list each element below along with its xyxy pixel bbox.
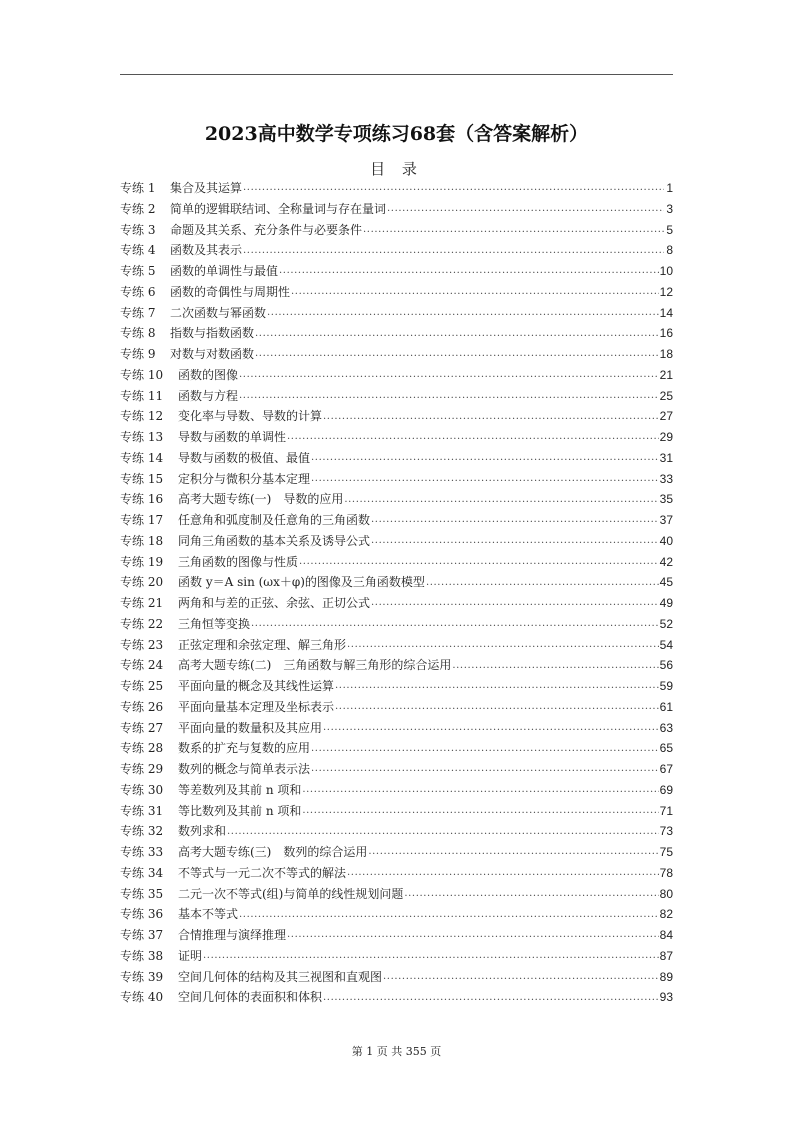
toc-entry-page: 8 bbox=[666, 243, 673, 258]
toc-entry[interactable] bbox=[120, 676, 673, 697]
toc-entry[interactable] bbox=[120, 904, 673, 925]
toc-leader-dots bbox=[344, 490, 658, 510]
toc-entry-page: 84 bbox=[659, 928, 673, 942]
toc-entry-page: 42 bbox=[659, 554, 673, 569]
toc-entry-page: 21 bbox=[659, 367, 673, 382]
toc-entry[interactable] bbox=[120, 718, 673, 739]
toc-leader-dots bbox=[368, 842, 658, 862]
toc-entry-page: 45 bbox=[659, 575, 673, 590]
toc-entry-title: 二元一次不等式(组)与简单的线性规划问题 bbox=[178, 886, 404, 901]
toc-entry[interactable] bbox=[120, 925, 673, 946]
toc-entry-page: 40 bbox=[659, 533, 673, 548]
toc-entry-title: 空间几何体的结构及其三视图和直观图 bbox=[178, 969, 383, 984]
toc-leader-dots bbox=[387, 199, 664, 219]
toc-entry-title: 变化率与导数、导数的计算 bbox=[178, 409, 323, 424]
toc-leader-dots bbox=[323, 988, 659, 1008]
toc-entry-number: 专练 35 bbox=[120, 886, 164, 901]
toc-entry-title: 命题及其关系、充分条件与必要条件 bbox=[170, 222, 363, 237]
toc-entry-page: 31 bbox=[659, 450, 673, 465]
toc-entry-title: 三角恒等变换 bbox=[178, 616, 251, 631]
toc-leader-dots bbox=[383, 967, 659, 987]
toc-entry-page: 5 bbox=[666, 222, 673, 237]
toc-entry-number: 专练 38 bbox=[120, 948, 164, 963]
toc-leader-dots bbox=[299, 552, 659, 572]
toc-leader-dots bbox=[239, 905, 659, 925]
toc-heading: 目 录 bbox=[370, 160, 423, 178]
toc-entry-number: 专练 6 bbox=[120, 284, 156, 299]
toc-entry-page: 25 bbox=[659, 388, 673, 403]
toc-entry-title: 函数的奇偶性与周期性 bbox=[170, 284, 291, 299]
toc-leader-dots bbox=[255, 344, 659, 364]
toc-entry-title: 指数与指数函数 bbox=[170, 326, 255, 341]
toc-leader-dots bbox=[267, 303, 659, 323]
toc-entry-number: 专练 11 bbox=[120, 388, 164, 403]
toc-entry[interactable] bbox=[120, 946, 673, 967]
toc-entry-number: 专练 16 bbox=[120, 492, 164, 507]
toc-entry-title: 等差数列及其前 n 项和 bbox=[178, 782, 302, 797]
toc-entry-title: 任意角和弧度制及任意角的三角函数 bbox=[178, 513, 371, 527]
toc-entry-number: 专练 39 bbox=[120, 969, 164, 984]
toc-entry-page: 73 bbox=[659, 824, 673, 839]
page-footer: 第 1 页 共 355 页 bbox=[351, 1045, 442, 1058]
toc-entry-page: 49 bbox=[659, 596, 673, 610]
toc-entry-title: 数列的概念与简单表示法 bbox=[178, 762, 311, 776]
toc-leader-dots bbox=[404, 884, 658, 904]
toc-leader-dots bbox=[287, 427, 659, 447]
toc-entry[interactable] bbox=[120, 448, 673, 469]
toc-entry-number: 专练 4 bbox=[120, 243, 156, 258]
toc-entry-number: 专练 1 bbox=[120, 181, 156, 195]
toc-entry-page: 27 bbox=[659, 409, 673, 424]
toc-entry-page: 12 bbox=[659, 284, 673, 299]
toc-entry-title: 平面向量基本定理及坐标表示 bbox=[178, 699, 335, 714]
toc-entry-number: 专练 7 bbox=[120, 305, 156, 320]
toc-entry-title: 简单的逻辑联结词、全称量词与存在量词 bbox=[170, 201, 387, 216]
toc-entry[interactable] bbox=[120, 427, 673, 448]
toc-entry[interactable] bbox=[120, 842, 673, 863]
toc-entry-title: 合情推理与演绎推理 bbox=[178, 928, 287, 942]
toc-entry-number: 专练 20 bbox=[120, 575, 164, 590]
toc-entry-page: 16 bbox=[659, 326, 673, 341]
toc-leader-dots bbox=[323, 718, 659, 738]
toc-entry-number: 专练 27 bbox=[120, 720, 164, 735]
toc-leader-dots bbox=[227, 822, 659, 842]
toc-entry[interactable] bbox=[120, 863, 673, 884]
toc-entry-title: 高考大题专练(三) 数列的综合运用 bbox=[178, 845, 368, 859]
toc-entry-page: 3 bbox=[666, 201, 673, 216]
toc-entry[interactable] bbox=[120, 531, 673, 552]
toc-leader-dots bbox=[311, 448, 659, 468]
toc-entry-number: 专练 26 bbox=[120, 699, 164, 714]
toc-entry-number: 专练 32 bbox=[120, 824, 164, 839]
toc-leader-dots bbox=[363, 220, 664, 240]
toc-leader-dots bbox=[243, 241, 664, 261]
toc-entry[interactable] bbox=[120, 365, 673, 386]
toc-entry-page: 75 bbox=[659, 845, 673, 859]
toc-entry-page: 82 bbox=[659, 907, 673, 922]
toc-entry-title: 二次函数与幂函数 bbox=[170, 305, 267, 320]
toc-entry-page: 61 bbox=[659, 699, 673, 714]
toc-leader-dots bbox=[291, 282, 659, 302]
toc-leader-dots bbox=[243, 178, 664, 198]
toc-entry-number: 专练 10 bbox=[120, 367, 164, 382]
toc-entry[interactable] bbox=[120, 178, 673, 199]
toc-entry-number: 专练 24 bbox=[120, 658, 164, 673]
toc-entry-number: 专练 2 bbox=[120, 201, 156, 216]
toc-leader-dots bbox=[426, 573, 659, 593]
toc-leader-dots bbox=[371, 531, 659, 551]
toc-entry-title: 函数 y＝A sin (ωx＋φ)的图像及三角函数模型 bbox=[178, 575, 425, 590]
toc-leader-dots bbox=[452, 656, 658, 676]
toc-entry-number: 专练 8 bbox=[120, 326, 156, 341]
toc-entry-title: 不等式与一元二次不等式的解法 bbox=[178, 865, 347, 880]
toc-leader-dots bbox=[279, 261, 659, 281]
toc-entry-page: 37 bbox=[659, 513, 673, 527]
toc-entry-number: 专练 15 bbox=[120, 471, 164, 486]
toc-entry-page: 56 bbox=[659, 658, 673, 673]
toc-entry-title: 高考大题专练(二) 三角函数与解三角形的综合运用 bbox=[178, 658, 452, 673]
toc-entry[interactable] bbox=[120, 738, 673, 759]
toc-entry-title: 正弦定理和余弦定理、解三角形 bbox=[178, 637, 347, 652]
toc-entry[interactable] bbox=[120, 220, 673, 241]
toc-entry-title: 基本不等式 bbox=[178, 907, 239, 922]
toc-leader-dots bbox=[203, 946, 659, 966]
toc-entry-number: 专练 14 bbox=[120, 450, 164, 465]
toc-entry-title: 平面向量的数量积及其应用 bbox=[178, 720, 323, 735]
toc-entry-number: 专练 33 bbox=[120, 845, 164, 859]
toc-entry-title: 导数与函数的单调性 bbox=[178, 430, 287, 444]
toc-entry[interactable] bbox=[120, 593, 673, 614]
toc-entry-number: 专练 25 bbox=[120, 679, 164, 693]
toc-entry[interactable] bbox=[120, 697, 673, 718]
toc-leader-dots bbox=[347, 863, 659, 883]
toc-leader-dots bbox=[311, 469, 659, 489]
toc-entry[interactable] bbox=[120, 303, 673, 324]
toc-entry-page: 10 bbox=[659, 264, 673, 278]
toc-entry[interactable] bbox=[120, 261, 673, 282]
toc-entry-page: 33 bbox=[659, 471, 673, 486]
toc-entry-title: 函数的图像 bbox=[178, 367, 239, 382]
toc-leader-dots bbox=[302, 780, 658, 800]
toc-entry-number: 专练 13 bbox=[120, 430, 164, 444]
toc-entry-page: 78 bbox=[659, 865, 673, 880]
toc-entry[interactable] bbox=[120, 469, 673, 490]
toc-entry[interactable] bbox=[120, 240, 673, 261]
toc-entry[interactable] bbox=[120, 572, 673, 593]
toc-entry-title: 同角三角函数的基本关系及诱导公式 bbox=[178, 533, 371, 548]
toc-entry-number: 专练 40 bbox=[120, 990, 164, 1005]
header-rule bbox=[120, 74, 673, 75]
toc-entry-title: 证明 bbox=[178, 948, 203, 963]
toc-leader-dots bbox=[302, 801, 658, 821]
toc-entry-page: 18 bbox=[659, 347, 673, 361]
toc-entry-title: 导数与函数的极值、最值 bbox=[178, 450, 311, 465]
toc-entry-number: 专练 36 bbox=[120, 907, 164, 922]
table-of-contents bbox=[120, 178, 673, 1008]
toc-entry[interactable] bbox=[120, 821, 673, 842]
toc-entry-page: 1 bbox=[666, 181, 673, 195]
toc-entry[interactable] bbox=[120, 884, 673, 905]
toc-entry-number: 专练 5 bbox=[120, 264, 156, 278]
toc-entry-number: 专练 17 bbox=[120, 513, 164, 527]
toc-entry-page: 14 bbox=[659, 305, 673, 320]
toc-entry-title: 函数的单调性与最值 bbox=[170, 264, 279, 278]
toc-entry-number: 专练 21 bbox=[120, 596, 164, 610]
toc-entry-page: 89 bbox=[659, 969, 673, 984]
toc-entry-page: 69 bbox=[659, 782, 673, 797]
toc-entry-page: 35 bbox=[659, 492, 673, 507]
toc-entry-page: 63 bbox=[659, 720, 673, 735]
toc-leader-dots bbox=[371, 593, 659, 613]
toc-entry-page: 59 bbox=[659, 679, 673, 693]
toc-entry-number: 专练 3 bbox=[120, 222, 156, 237]
toc-entry[interactable] bbox=[120, 780, 673, 801]
toc-entry-title: 等比数列及其前 n 项和 bbox=[178, 803, 302, 818]
toc-entry-title: 函数及其表示 bbox=[170, 243, 243, 258]
toc-entry[interactable] bbox=[120, 614, 673, 635]
toc-leader-dots bbox=[371, 510, 659, 530]
toc-leader-dots bbox=[239, 386, 659, 406]
toc-entry-number: 专练 12 bbox=[120, 409, 164, 424]
toc-entry-page: 52 bbox=[659, 616, 673, 631]
toc-entry-title: 两角和与差的正弦、余弦、正切公式 bbox=[178, 596, 371, 610]
toc-entry[interactable] bbox=[120, 801, 673, 822]
toc-entry[interactable] bbox=[120, 987, 673, 1008]
toc-entry-title: 数列求和 bbox=[178, 824, 227, 839]
toc-leader-dots bbox=[255, 324, 659, 344]
toc-entry-title: 对数与对数函数 bbox=[170, 347, 255, 361]
toc-entry[interactable] bbox=[120, 759, 673, 780]
toc-entry-page: 29 bbox=[659, 430, 673, 444]
toc-entry[interactable] bbox=[120, 282, 673, 303]
toc-entry-page: 65 bbox=[659, 741, 673, 756]
toc-entry-page: 67 bbox=[659, 762, 673, 776]
toc-leader-dots bbox=[347, 635, 659, 655]
toc-entry-number: 专练 22 bbox=[120, 616, 164, 631]
toc-entry-page: 87 bbox=[659, 948, 673, 963]
document-title: 2023高中数学专项练习68套（含答案解析） bbox=[204, 123, 589, 145]
toc-entry-number: 专练 34 bbox=[120, 865, 164, 880]
toc-leader-dots bbox=[251, 614, 659, 634]
toc-entry[interactable] bbox=[120, 510, 673, 531]
toc-entry[interactable] bbox=[120, 386, 673, 407]
toc-entry[interactable] bbox=[120, 406, 673, 427]
toc-entry-title: 高考大题专练(一) 导数的应用 bbox=[178, 492, 344, 507]
toc-entry-page: 93 bbox=[659, 990, 673, 1005]
toc-entry-title: 空间几何体的表面积和体积 bbox=[178, 990, 323, 1005]
toc-entry-title: 平面向量的概念及其线性运算 bbox=[178, 679, 335, 693]
toc-entry[interactable] bbox=[120, 635, 673, 656]
toc-entry[interactable] bbox=[120, 323, 673, 344]
toc-entry-title: 三角函数的图像与性质 bbox=[178, 554, 299, 569]
toc-leader-dots bbox=[239, 365, 659, 385]
toc-leader-dots bbox=[335, 676, 659, 696]
toc-entry-number: 专练 9 bbox=[120, 347, 156, 361]
toc-entry-title: 定积分与微积分基本定理 bbox=[178, 471, 311, 486]
toc-entry-number: 专练 18 bbox=[120, 533, 164, 548]
toc-entry[interactable] bbox=[120, 489, 673, 510]
toc-leader-dots bbox=[335, 697, 659, 717]
toc-entry-number: 专练 30 bbox=[120, 782, 164, 797]
toc-entry[interactable] bbox=[120, 655, 673, 676]
toc-leader-dots bbox=[311, 739, 659, 759]
toc-leader-dots bbox=[287, 925, 659, 945]
toc-entry-page: 54 bbox=[659, 637, 673, 652]
toc-entry-page: 71 bbox=[659, 803, 673, 818]
toc-entry[interactable] bbox=[120, 552, 673, 573]
toc-entry[interactable] bbox=[120, 344, 673, 365]
toc-entry-number: 专练 19 bbox=[120, 554, 164, 569]
toc-entry[interactable] bbox=[120, 199, 673, 220]
toc-entry-number: 专练 31 bbox=[120, 803, 164, 818]
toc-entry-page: 80 bbox=[659, 886, 673, 901]
toc-entry[interactable] bbox=[120, 967, 673, 988]
toc-leader-dots bbox=[311, 759, 659, 779]
toc-entry-title: 函数与方程 bbox=[178, 388, 239, 403]
toc-entry-number: 专练 28 bbox=[120, 741, 164, 756]
toc-leader-dots bbox=[323, 407, 659, 427]
toc-entry-title: 集合及其运算 bbox=[170, 181, 243, 195]
toc-entry-number: 专练 23 bbox=[120, 637, 164, 652]
toc-entry-title: 数系的扩充与复数的应用 bbox=[178, 741, 311, 756]
toc-entry-number: 专练 29 bbox=[120, 762, 164, 776]
toc-entry-number: 专练 37 bbox=[120, 928, 164, 942]
